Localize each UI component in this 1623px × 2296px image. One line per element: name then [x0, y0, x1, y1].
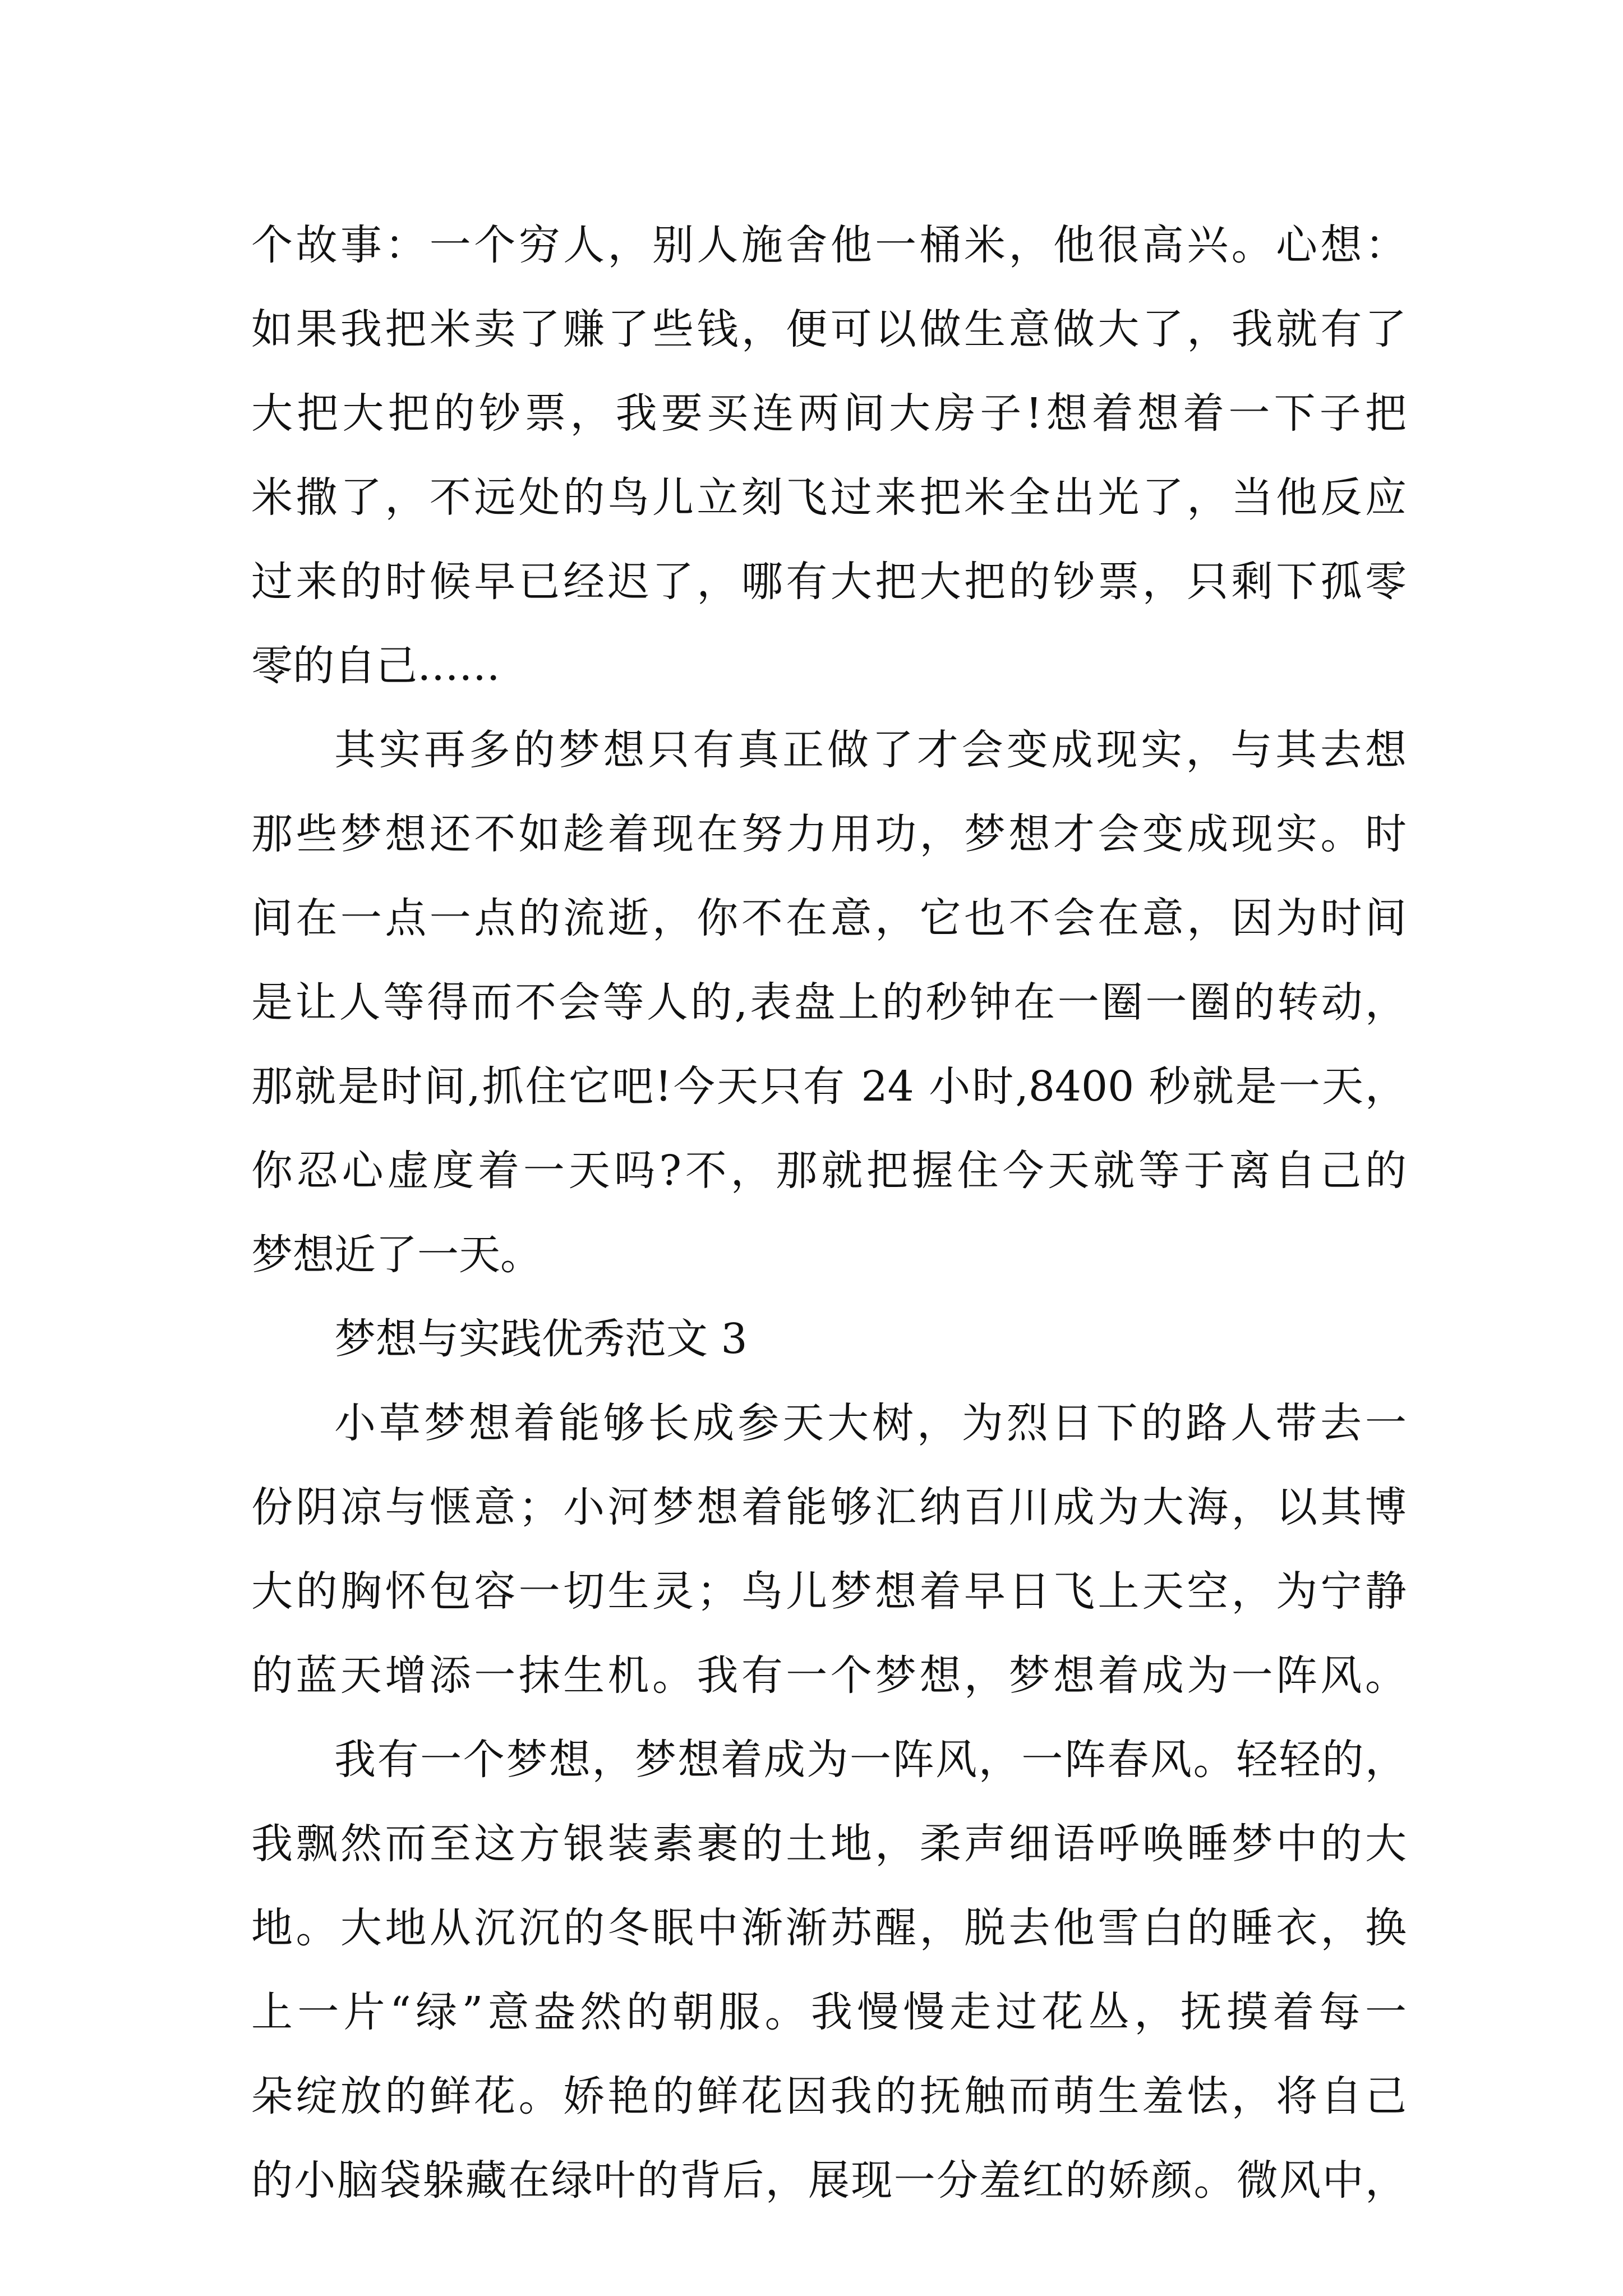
text-line: 你忍心虚度着一天吗?不，那就把握住今天就等于离自己的 — [251, 1147, 1407, 1195]
text-line: 小草梦想着能够长成参天大树，为烈日下的路人带去一 — [334, 1399, 1407, 1447]
text-line: 如果我把米卖了赚了些钱，便可以做生意做大了，我就有了 — [251, 305, 1407, 353]
text-line: 间在一点一点的流逝，你不在意，它也不会在意，因为时间 — [251, 894, 1407, 942]
text-line: 大的胸怀包容一切生灵；鸟儿梦想着早日飞上天空，为宁静 — [251, 1567, 1407, 1616]
text-line: 我有一个梦想，梦想着成为一阵风，一阵春风。轻轻的， — [334, 1736, 1407, 1784]
text-line: 份阴凉与惬意；小河梦想着能够汇纳百川成为大海，以其博 — [251, 1483, 1407, 1531]
text-line: 地。大地从沉沉的冬眠中渐渐苏醒，脱去他雪白的睡衣，换 — [251, 1904, 1407, 1952]
text-line: 过来的时候早已经迟了，哪有大把大把的钞票，只剩下孤零 — [251, 558, 1407, 606]
text-line: 那些梦想还不如趁着现在努力用功，梦想才会变成现实。时 — [251, 810, 1407, 858]
text-line: 我飘然而至这方银装素裹的土地，柔声细语呼唤睡梦中的大 — [251, 1820, 1407, 1868]
text-line: 的蓝天增添一抹生机。我有一个梦想，梦想着成为一阵风。 — [251, 1651, 1407, 1700]
text-line: 米撒了，不远处的鸟儿立刻飞过来把米全出光了，当他反应 — [251, 473, 1407, 522]
text-line: 梦想近了一天。 — [251, 1231, 542, 1279]
text-line: 其实再多的梦想只有真正做了才会变成现实，与其去想 — [334, 726, 1407, 774]
text-line: 上一片“绿”意盎然的朝服。我慢慢走过花丛，抚摸着每一 — [251, 1988, 1407, 2036]
document-body — [251, 203, 1407, 2223]
text-line: 是让人等得而不会等人的,表盘上的秒钟在一圈一圈的转动， — [251, 978, 1407, 1027]
text-line: 个故事：一个穷人，别人施舍他一桶米，他很高兴。心想： — [251, 221, 1407, 269]
text-line: 朵绽放的鲜花。娇艳的鲜花因我的抚触而萌生羞怯，将自己 — [251, 2072, 1407, 2120]
text-line: 梦想与实践优秀范文 3 — [334, 1315, 748, 1363]
text-line: 大把大把的钞票，我要买连两间大房子!想着想着一下子把 — [251, 389, 1407, 438]
text-line: 那就是时间,抓住它吧!今天只有 24 小时,8400 秒就是一天， — [251, 1062, 1407, 1111]
text-line: 的小脑袋躲藏在绿叶的背后，展现一分羞红的娇颜。微风中， — [251, 2156, 1407, 2205]
text-line: 零的自己…… — [251, 642, 500, 690]
